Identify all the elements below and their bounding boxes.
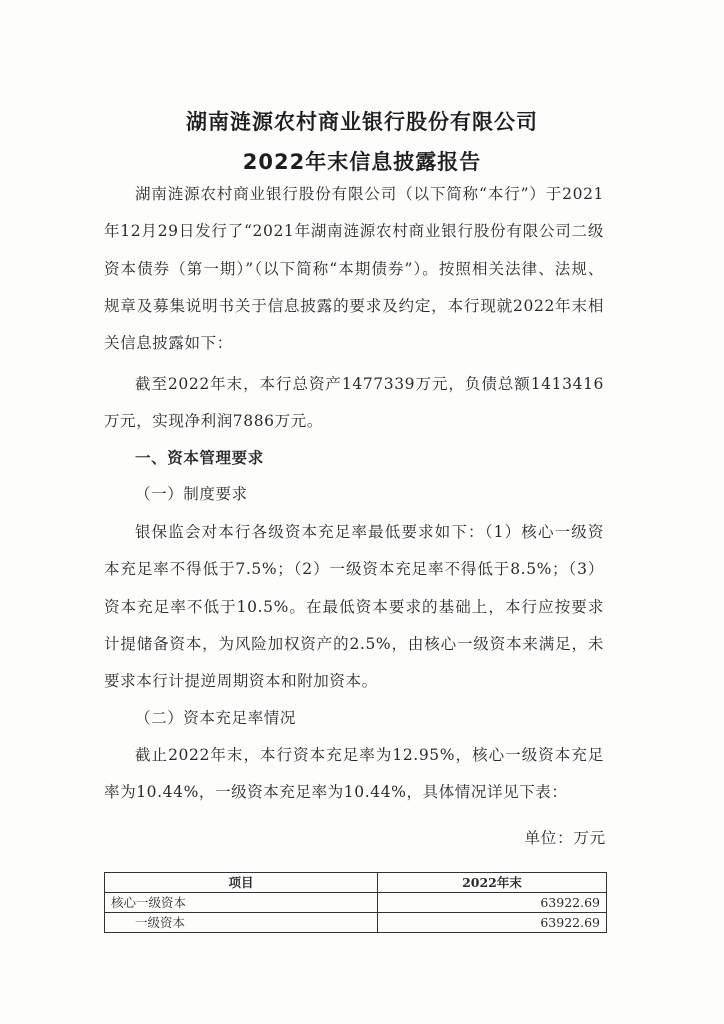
table-header-item: 项目 bbox=[105, 873, 378, 893]
unit-label: 单位：万元 bbox=[524, 829, 606, 847]
document-subtitle: 2022年末信息披露报告 bbox=[242, 150, 482, 174]
table-header-row bbox=[105, 873, 607, 893]
summary-paragraph: 截至2022年末，本行总资产1477339万元，负债总额1413416万元，实现净利润7886万元。 bbox=[104, 375, 604, 431]
table-cell-item: 一级资本 bbox=[105, 913, 378, 933]
table-cell-value: 63922.69 bbox=[378, 913, 607, 933]
subsection-heading-adequacy: （二）资本充足率情况 bbox=[135, 709, 297, 727]
adequacy-paragraph: 截止2022年末，本行资本充足率为12.95%，核心一级资本充足率为10.44%，一级资本充足率为10.44%，具体情况详见下表： bbox=[104, 746, 604, 802]
intro-paragraph: 湖南涟源农村商业银行股份有限公司（以下简称“本行”）于2021年12月29日发行了“2021年湖南涟源农村商业银行股份有限公司二级资本债券（第一期）”（以下简称“本期债券”）。按照相关法律、法规、规章及募集说明书关于信息披露的要求及约定，本行现就2022年末相关信息披露如下： bbox=[104, 185, 604, 353]
table-cell-item: 核心一级资本 bbox=[105, 893, 378, 913]
table-row bbox=[105, 913, 607, 933]
requirements-paragraph: 银保监会对本行各级资本充足率最低要求如下：（1）核心一级资本充足率不得低于7.5%；（2）一级资本充足率不得低于8.5%；（3）资本充足率不低于10.5%。在最低资本要求的基础上，本行应按要求计提储备资本，为风险加权资产的2.5%，由核心一级资本来满足，未要求本行计提逆周期资本和附加资本。 bbox=[104, 523, 604, 691]
table-row bbox=[105, 893, 607, 913]
table-cell-value: 63922.69 bbox=[378, 893, 607, 913]
section-heading-capital-management: 一、资本管理要求 bbox=[135, 448, 264, 467]
subsection-heading-requirements: （一）制度要求 bbox=[135, 485, 248, 503]
capital-table bbox=[104, 872, 607, 933]
document-title: 湖南涟源农村商业银行股份有限公司 bbox=[186, 110, 538, 134]
table-header-year: 2022年末 bbox=[378, 873, 607, 893]
